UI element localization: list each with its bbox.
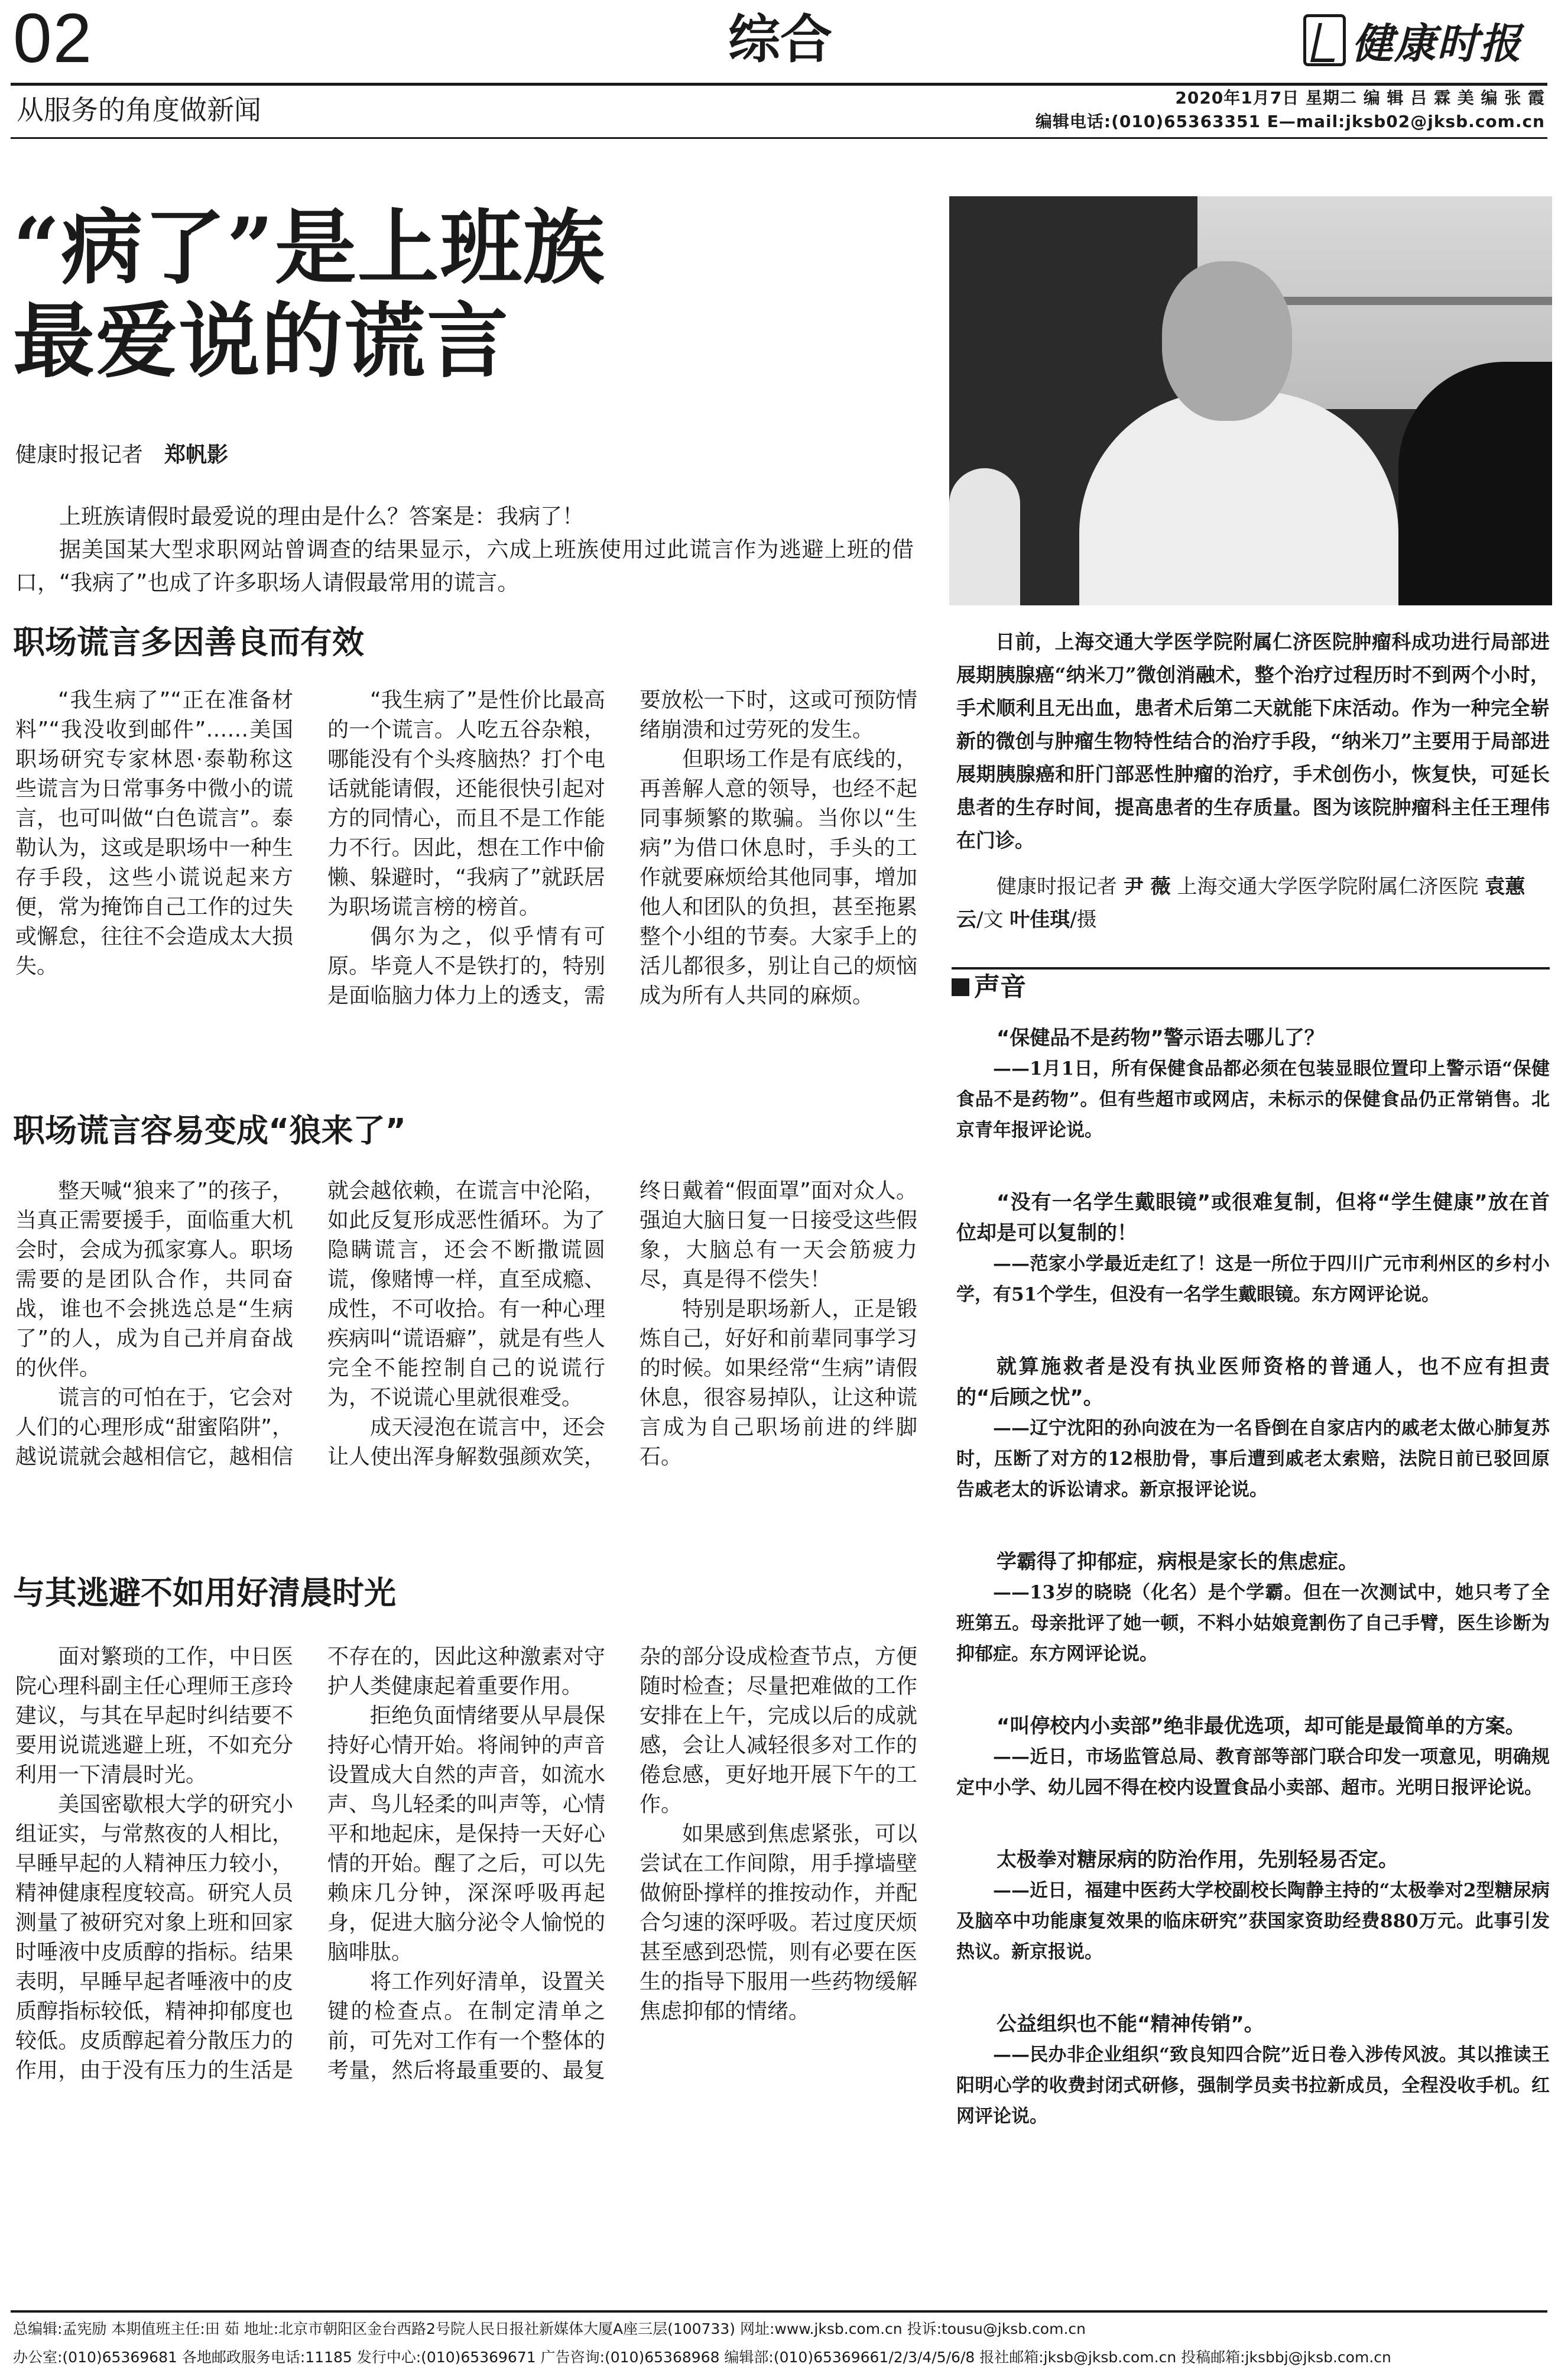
- voice-item: [956, 1023, 1550, 1146]
- body-paragraph: 谎言的可怕在于，它会对人们的心理形成“甜蜜陷阱”，越说谎就会越相信它，越相信就会越依赖，在谎言中沦陷，如此反复形成恶性循环。为了隐瞒谎言，还会不断撒谎圆谎，像赌博一样，直至成瘾、成性，不可收拾。有一种心理疾病叫“谎语癖”，就是有些人完全不能控制自己的说谎行为，不说谎心里就很难受。: [15, 1179, 605, 1469]
- credit-role-text: /文: [976, 908, 1004, 932]
- section-heading: 职场谎言容易变成“狼来了”: [13, 1112, 406, 1149]
- headline-line-2: 最爱说的谎言: [13, 293, 510, 389]
- doctor-photo: [949, 196, 1552, 605]
- voices-header: [952, 967, 1550, 1005]
- voice-body: ——近日，福建中医药大学校副校长陶静主持的“太极拳对2型糖尿病及脑卒中功能康复效果的临床研究”获国家资助经费880万元。此事引发热议。新京报说。: [956, 1880, 1550, 1963]
- photo-doctor-coat: [1079, 391, 1398, 605]
- voice-body: ——1月1日，所有保健食品都必须在包装显眼位置印上警示语“保健食品不是药物”。但有些超市或网店，未标示的保健食品仍正常销售。北京青年报评论说。: [956, 1058, 1550, 1141]
- section-heading: 与其逃避不如用好清晨时光: [13, 1574, 396, 1611]
- square-bullet-icon: [952, 978, 969, 996]
- logo-text: 健康时报: [1352, 18, 1522, 68]
- voice-body: ——13岁的晓晓（化名）是个学霸。但在一次测试中，她只考了全班第五。母亲批评了她一顿，不料小姑娘竟割伤了自己手臂，医生诊断为抑郁症。东方网评论说。: [956, 1582, 1550, 1665]
- voice-item: [956, 1546, 1550, 1669]
- body-paragraph: 但职场工作是有底线的，再善解人意的领导，也经不起同事频繁的欺骗。当你以“生病”为借口休息时，手头的工作就要麻烦给其他同事，增加他人和团队的负担，甚至拖累整个小组的节奏。大家手上的活儿都很多，别让自己的烦恼成为所有人共同的麻烦。: [640, 747, 917, 1008]
- body-paragraph: 如果感到焦虑紧张，可以尝试在工作间隙，用手撑墙壁做俯卧撑样的推按动作，并配合匀速的深呼吸。若过度厌烦甚至感到恐慌，则有必要在医生的指导下服用一些药物缓解焦虑抑郁的情绪。: [640, 1822, 917, 2024]
- voice-item: [956, 1187, 1550, 1310]
- voice-body: ——近日，市场监管总局、教育部等部门联合印发一项意见，明确规定中小学、幼儿园不得在校内设置食品小卖部、超市。光明日报评论说。: [956, 1746, 1550, 1798]
- page-number: 02: [13, 0, 93, 77]
- lead-paragraph: 据美国某大型求职网站曾调查的结果显示，六成上班族使用过此谎言作为逃避上班的借口，“我病了”也成了许多职场人请假最常用的谎言。: [15, 537, 914, 595]
- voice-body: ——辽宁沈阳的孙向波在为一名昏倒在自家店内的戚老太做心肺复苏时，压断了对方的12根肋骨，事后遭到戚老太索赔，法院日前已驳回原告戚老太的诉讼请求。新京报评论说。: [956, 1418, 1550, 1500]
- header-rule: [11, 83, 1547, 86]
- section-body: [15, 1176, 917, 1567]
- credit-reporter: 尹 薇: [1123, 875, 1171, 899]
- body-paragraph: 将工作列好清单，设置关键的检查点。在制定清单之前，可先对工作有一个整体的考量，然后将最重要的、最复杂的部分设成检查节点，方便随时检查；尽量把难做的工作安排在上午，完成以后的成就感，会让人减轻很多对工作的倦怠感，更好地开展下午的工作。: [327, 1645, 917, 2083]
- voice-body: ——民办非企业组织“致良知四合院”近日卷入涉传风波。其以推读王阳明心学的收费封闭式研修，强制学员卖书拉新成员，全程没收手机。红网评论说。: [956, 2044, 1550, 2127]
- page-slogan: 从服务的角度做新闻: [17, 94, 261, 126]
- voice-heading: “没有一名学生戴眼镜”或很难复制，但将“学生健康”放在首位却是可以复制的！: [956, 1191, 1550, 1245]
- body-paragraph: 成天浸泡在谎言中，还会让人使出浑身解数强颜欢笑，终日戴着“假面罩”面对众人。强迫大脑日复一日接受这些假象，大脑总有一天会筋疲力尽，真是得不偿失！: [327, 1179, 917, 1469]
- byline-label: 健康时报记者: [15, 443, 144, 467]
- article-lead: [15, 500, 914, 599]
- voice-body: ——范家小学最近走红了！这是一所位于四川广元市利州区的乡村小学，有51个学生，但没有一名学生戴眼镜。东方网评论说。: [956, 1253, 1550, 1305]
- footer-rule: [11, 2310, 1547, 2313]
- footer-contacts: 办公室:(010)65369681 各地邮政服务电话:11185 发行中心:(010)65369671 广告咨询:(010)65368968 编辑部:(010)65369661/2/3/4/5/6/8 报社邮箱:jksb@jksb.com.cn 投稿邮箱:jksbbj@jksb.com.cn: [13, 2349, 1391, 2366]
- body-paragraph: 偶尔为之，似乎情有可原。毕竟人不是铁打的，特别是面临脑力体力上的透支，需要放松一下时，这或可预防情绪崩溃和过劳死的发生。: [327, 688, 917, 1008]
- photo-doctor-head: [1162, 261, 1292, 421]
- article-headline: [13, 201, 923, 388]
- voices-list: [956, 1023, 1550, 2173]
- section-body: [15, 686, 917, 1111]
- voice-item: [956, 1351, 1550, 1505]
- photo-left-figure: [949, 468, 1020, 605]
- section-heading: 职场谎言多因善良而有效: [13, 624, 364, 661]
- credit-prefix: 健康时报记者: [997, 875, 1117, 899]
- body-paragraph: “我生病了”“正在准备材料”“我没收到邮件”……美国职场研究专家林恩·泰勒称这些谎言为日常事务中微小的谎言，也可叫做“白色谎言”。泰勒认为，这或是职场中一种生存手段，这些小谎说起来方便，常为掩饰自己工作的过失或懈怠，往往不会造成太大损失。: [15, 688, 293, 978]
- body-paragraph: 拒绝负面情绪要从早晨保持好心情开始。将闹钟的声音设置成大自然的声音，如流水声、鸟儿轻柔的叫声等，心情平和地起床，是保持一天好心情的开始。醒了之后，可以先赖床几分钟，深深呼吸再起身，促进大脑分泌令人愉悦的脑啡肽。: [327, 1704, 605, 1964]
- voice-heading: “保健品不是药物”警示语去哪儿了？: [997, 1026, 1325, 1050]
- voice-item: [956, 1711, 1550, 1803]
- voice-heading: 太极拳对糖尿病的防治作用，先别轻易否定。: [997, 1848, 1398, 1872]
- editor-contact: 编辑电话:(010)65363351 E—mail:jksb02@jksb.com.cn: [1035, 112, 1545, 131]
- section-body: [15, 1642, 917, 2216]
- voice-item: [956, 2009, 1550, 2132]
- credit-role-photo: /摄: [1070, 908, 1097, 932]
- body-paragraph: “我生病了”是性价比最高的一个谎言。人吃五谷杂粮，哪能没有个头疼脑热？打个电话就能请假，还能很快引起对方的同情心，而且不是工作能力不行。因此，想在工作中偷懒、躲避时，“我病了”就跃居为职场谎言榜的榜首。: [327, 688, 605, 919]
- body-paragraph: 美国密歇根大学的研究小组证实，与常熬夜的人相比，早睡早起的人精神压力较小，精神健康程度较高。研究人员测量了被研究对象上班和回家时唾液中皮质醇的指标。结果表明，早睡早起者唾液中的皮质醇指标较低，精神抑郁度也较低。皮质醇起着分散压力的作用，由于没有压力的生活是不存在的，因此这种激素对守护人类健康起着重要作用。: [15, 1645, 605, 2083]
- voice-heading: 学霸得了抑郁症，病根是家长的焦虑症。: [997, 1550, 1358, 1574]
- caption-text: 日前，上海交通大学医学院附属仁济医院肿瘤科成功进行局部进展期胰腺癌“纳米刀”微创消融术，整个治疗过程历时不到两个小时，手术顺利且无出血，患者术后第二天就能下床活动。作为一种完全崭新的微创与肿瘤生物特性结合的治疗手段，“纳米刀”主要用于局部进展期胰腺癌和肝门部恶性肿瘤的治疗，手术创伤小，恢复快，可延长患者的生存时间，提高患者的生存质量。图为该院肿瘤科主任王理伟在门诊。: [956, 630, 1550, 852]
- body-paragraph: 特别是职场新人，正是锻炼自己，好好和前辈同事学习的时候。如果经常“生病”请假休息，很容易掉队，让这种谎言成为自己职场前进的绊脚石。: [640, 1297, 917, 1469]
- lead-paragraph: 上班族请假时最爱说的理由是什么？答案是：我病了！: [59, 504, 584, 529]
- byline-author: 郑帆影: [164, 443, 229, 467]
- header-rule-bottom: [11, 137, 1547, 139]
- body-paragraph: 整天喊“狼来了”的孩子，当真正需要援手，面临重大机会时，会成为孤家寡人。职场需要的是团队合作，共同奋战，谁也不会挑选总是“生病了”的人，成为自己并肩奋战的伙伴。: [15, 1179, 293, 1380]
- credit-writer: 袁蕙云: [956, 875, 1525, 932]
- credit-line: [956, 870, 1550, 936]
- headline-line-1: “病了”是上班族: [13, 199, 606, 296]
- newspaper-logo: [1303, 12, 1522, 69]
- footer-staff-address: 总编辑:孟宪励 本期值班主任:田 茹 地址:北京市朝阳区金台西路2号院人民日报社新媒体大厦A座三层(100733) 网址:www.jksb.com.cn 投诉:tousu@jksb.com.cn: [13, 2320, 1086, 2337]
- credit-institution: 上海交通大学医学院附属仁济医院: [1177, 875, 1479, 899]
- voice-heading: “叫停校内小卖部”绝非最优选项，却可能是最简单的方案。: [997, 1714, 1525, 1738]
- logo-emblem-icon: [1303, 14, 1346, 66]
- article-byline: [15, 441, 228, 469]
- photo-credit: [956, 870, 1550, 936]
- section-title: 综合: [728, 8, 832, 70]
- photo-caption: [956, 625, 1550, 857]
- voice-heading: 就算施救者是没有执业医师资格的普通人，也不应有担责的“后顾之忧”。: [956, 1355, 1550, 1409]
- credit-photographer: 叶佳琪: [1010, 908, 1070, 932]
- voice-heading: 公益组织也不能“精神传销”。: [997, 2012, 1264, 2036]
- voice-item: [956, 1844, 1550, 1967]
- voices-title: 声音: [974, 972, 1026, 1002]
- issue-date-editors: 2020年1月7日 星期二 编 辑 吕 霖 美 编 张 霞: [1175, 88, 1545, 108]
- body-paragraph: 面对繁琐的工作，中日医院心理科副主任心理师王彦玲建议，与其在早起时纠结要不要用说谎逃避上班，不如充分利用一下清晨时光。: [15, 1645, 293, 1787]
